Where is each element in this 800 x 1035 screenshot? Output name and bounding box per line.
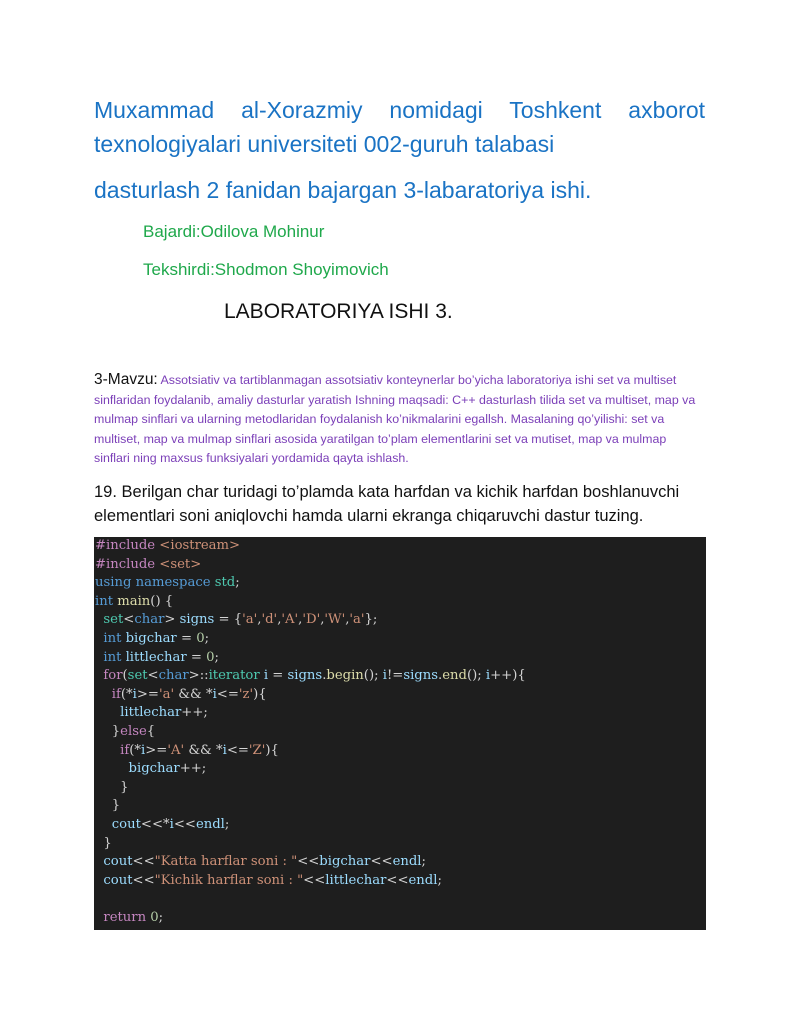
- code-token: i: [222, 742, 227, 758]
- code-token: 'A': [167, 742, 185, 758]
- code-token: >: [164, 612, 180, 628]
- code-token: namespace: [135, 575, 215, 591]
- code-token: =: [186, 649, 207, 665]
- code-token: littlechar: [125, 649, 187, 665]
- code-token: <: [123, 612, 135, 628]
- code-token: 'z': [238, 686, 254, 702]
- code-token: ();: [363, 668, 383, 684]
- code-token: cout: [103, 854, 133, 870]
- code-token: (: [122, 668, 128, 684]
- code-token: ++){: [490, 668, 526, 684]
- code-token: = {: [214, 612, 243, 628]
- code-token: signs: [179, 612, 215, 628]
- code-token: <=: [216, 686, 239, 702]
- code-token: bigchar: [128, 761, 180, 777]
- code-token: endl: [392, 854, 422, 870]
- code-token: ,: [320, 612, 325, 628]
- code-token: endl: [195, 816, 225, 832]
- topic-label: 3-Mavzu:: [94, 371, 158, 388]
- code-token: if: [120, 742, 130, 758]
- code-token: i: [212, 686, 217, 702]
- code-token: littlechar: [120, 705, 182, 721]
- code-token: =: [176, 630, 197, 646]
- code-token: cout: [103, 872, 133, 888]
- code-line: [94, 760, 706, 779]
- code-line: [94, 667, 706, 686]
- code-token: =: [268, 668, 288, 684]
- code-token: "Katta harflar soni : ": [154, 854, 298, 870]
- code-token: <<: [370, 854, 393, 870]
- code-token: int: [103, 649, 126, 665]
- code-token: ;: [224, 816, 230, 832]
- code-token: i: [263, 668, 269, 684]
- code-token: <<*: [140, 816, 170, 832]
- code-token: <iostream>: [159, 538, 241, 553]
- code-token: >=: [136, 686, 159, 702]
- code-token: i: [485, 668, 491, 684]
- code-token: 'd': [261, 612, 278, 628]
- code-line: [94, 704, 706, 723]
- code-block: [94, 537, 706, 930]
- reviewer-line: Tekshirdi:Shodmon Shoyimovich: [143, 260, 389, 279]
- code-token: bigchar: [125, 630, 177, 646]
- code-line: [94, 835, 706, 854]
- code-token: [95, 705, 120, 720]
- code-token: <: [147, 668, 159, 684]
- code-token: else: [120, 723, 147, 739]
- topic-paragraph: [94, 370, 705, 469]
- code-token: (*: [129, 742, 142, 758]
- header-line-1: Muxammad al-Xorazmiy nomidagi Toshkent axborot: [94, 97, 705, 123]
- code-token: [95, 743, 120, 758]
- header-line-2: texnologiyalari universiteti 002-guruh talabasi: [94, 131, 555, 157]
- code-token: ++;: [179, 761, 207, 777]
- code-token: <<: [173, 816, 196, 832]
- code-token: int: [95, 593, 118, 609]
- code-token: char: [134, 612, 165, 628]
- code-token: 'W': [324, 612, 346, 628]
- code-line: [94, 593, 706, 612]
- code-token: 'A': [281, 612, 299, 628]
- code-token: }: [95, 779, 129, 795]
- code-token: littlechar: [325, 872, 387, 888]
- code-token: <<: [132, 854, 155, 870]
- lab-title: LABORATORIYA ISHI 3.: [224, 300, 453, 323]
- code-line: [94, 574, 706, 593]
- code-token: for: [103, 668, 123, 684]
- code-token: >::: [188, 668, 209, 684]
- code-token: char: [158, 668, 189, 684]
- code-token: && *: [184, 742, 223, 758]
- code-token: end: [442, 668, 467, 684]
- code-token: ;: [204, 630, 210, 646]
- code-token: ,: [277, 612, 282, 628]
- code-line: [94, 556, 706, 575]
- code-token: <=: [226, 742, 249, 758]
- code-token: i: [382, 668, 387, 684]
- header-line-3: dasturlash 2 fanidan bajargan 3-labaratoriya ishi.: [94, 177, 592, 203]
- code-token: }: [95, 798, 121, 814]
- code-token: signs: [287, 668, 323, 684]
- code-token: ){: [265, 742, 279, 758]
- code-token: <set>: [159, 556, 202, 572]
- author-line: Bajardi:Odilova Mohinur: [143, 222, 325, 241]
- code-token: 'a': [242, 612, 258, 628]
- code-line: [94, 686, 706, 705]
- code-token: i: [169, 816, 174, 832]
- code-token: ,: [345, 612, 350, 628]
- code-token: <<: [297, 854, 320, 870]
- code-token: signs: [403, 668, 439, 684]
- code-token: >=: [145, 742, 168, 758]
- code-line: [94, 872, 706, 891]
- code-line: [94, 537, 706, 556]
- task-number: 19.: [94, 483, 117, 501]
- code-token: && *: [174, 686, 213, 702]
- code-token: 'a': [158, 686, 175, 702]
- code-token: bigchar: [319, 854, 371, 870]
- code-token: ;: [214, 649, 219, 665]
- code-token: [95, 817, 112, 832]
- task-text: Berilgan char turidagi to’plamda kata harfdan va kichik harfdan boshlanuvchi elementlari soni aniqlovchi hamda ularni ekranga chiqaruvchi dastur tuzing.: [94, 483, 680, 525]
- code-token: !=: [386, 668, 404, 684]
- code-token: using: [95, 575, 136, 591]
- code-line: [94, 779, 706, 798]
- code-token: 0: [196, 630, 205, 646]
- code-token: cout: [111, 816, 141, 832]
- code-token: () {: [150, 593, 174, 609]
- code-token: std: [214, 575, 236, 591]
- task-paragraph: [94, 480, 705, 528]
- code-token: if: [111, 686, 121, 702]
- code-token: {: [146, 723, 156, 739]
- code-line: [94, 649, 706, 668]
- code-line: [94, 909, 706, 928]
- code-line: [94, 723, 706, 742]
- code-token: set: [127, 668, 148, 684]
- code-token: <<: [303, 872, 326, 888]
- code-token: }: [95, 723, 121, 739]
- code-token: }: [95, 835, 112, 851]
- code-token: (*: [120, 686, 133, 702]
- code-token: .: [438, 668, 443, 684]
- code-token: 0: [206, 649, 215, 665]
- code-line: [94, 890, 706, 909]
- code-token: ++;: [181, 705, 208, 721]
- code-token: #include: [95, 538, 160, 553]
- code-token: iterator: [208, 668, 264, 684]
- code-token: };: [364, 612, 378, 628]
- code-token: ();: [466, 668, 486, 684]
- code-token: return: [103, 909, 151, 925]
- code-token: i: [141, 742, 146, 758]
- code-token: endl: [408, 872, 438, 888]
- code-token: "Kichik harflar soni : ": [154, 872, 304, 888]
- code-token: 'D': [302, 612, 321, 628]
- code-token: <<: [132, 872, 155, 888]
- code-token: 'a': [349, 612, 365, 628]
- topic-text: Assotsiativ va tartiblanmagan assotsiativ konteynerlar bo’yicha laboratoriya ishi set va multiset sinflaridan foydalanib, amaliy dasturlar yaratish Ishning maqsadi: C++ dasturlash tilida set va multiset, map va mulmap sinflari va ularning metodlaridan foydalanish ko’nikmalarini egallsh. Masalaning qo’yilishi: set va multiset, map va mulmap sinflari asosida yaratilgan to’plam elementlarini set va mutiset, map va mulmap sinflari ning maxsus funksiyalari yordamida qayta ishlash.: [94, 373, 696, 466]
- code-line: [94, 630, 706, 649]
- code-token: ;: [235, 575, 240, 591]
- code-token: begin: [326, 668, 364, 684]
- code-token: [95, 761, 129, 776]
- code-token: 0: [150, 909, 159, 925]
- code-token: <<: [386, 872, 409, 888]
- code-line: [94, 853, 706, 872]
- code-token: [95, 687, 112, 702]
- code-token: main: [117, 593, 151, 609]
- code-token: 'Z': [248, 742, 266, 758]
- code-token: #include: [95, 556, 160, 572]
- code-line: [94, 611, 706, 630]
- code-line: [94, 816, 706, 835]
- code-token: ){: [253, 686, 267, 702]
- code-token: ;: [421, 854, 426, 870]
- code-line: [94, 742, 706, 761]
- code-token: set: [103, 612, 124, 628]
- code-token: ;: [158, 909, 164, 925]
- code-token: ,: [298, 612, 303, 628]
- code-token: ;: [437, 872, 442, 888]
- code-token: .: [322, 668, 327, 684]
- code-token: int: [103, 630, 126, 646]
- code-token: ,: [257, 612, 262, 628]
- code-line: [94, 797, 706, 816]
- code-token: i: [132, 686, 137, 702]
